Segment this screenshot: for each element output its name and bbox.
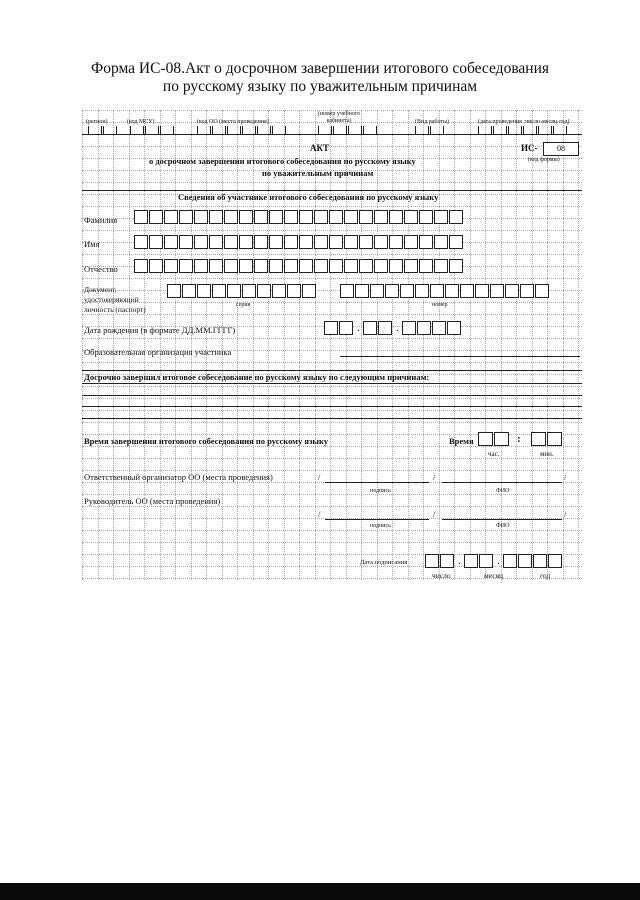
input-cell[interactable] [272,284,286,298]
code-cell[interactable] [257,126,271,135]
code-cell[interactable] [197,126,211,135]
participant-section-title: Сведения об участнике итогового собеседования по русскому языку [178,192,439,202]
code-cell[interactable] [227,126,241,135]
input-cell[interactable] [490,284,504,298]
grid-line [82,338,582,339]
birthdate-label: Дата рождения (в формате ДД.ММ.ГГГГ) [84,325,236,335]
grid-line [144,110,145,580]
input-cell[interactable] [224,259,238,273]
form-number: 08 [557,144,565,153]
input-cell[interactable] [209,235,223,249]
input-cell[interactable] [520,284,534,298]
input-cell[interactable] [339,321,353,335]
code-cell[interactable] [508,126,522,135]
grid-line [82,206,582,207]
grid-line [175,110,176,580]
head-fio-line[interactable] [442,519,562,520]
input-cell[interactable] [212,284,226,298]
grid-line [82,278,582,279]
grid-line [377,110,378,580]
act-subtitle-line1: о досрочном завершении итогового собеседования по русскому языку [149,156,416,166]
grid-line [82,530,582,531]
input-cell[interactable] [389,210,403,224]
series-caption: серия [236,302,251,308]
input-cell[interactable] [299,235,313,249]
grid-line [82,410,582,411]
minute-digit-2[interactable] [547,432,562,446]
code-cell[interactable] [212,126,226,135]
input-cell[interactable] [359,259,373,273]
input-cell[interactable] [164,210,178,224]
region-label: (регион) [86,119,108,125]
birthdate-cells[interactable] [324,321,462,335]
code-cell[interactable] [272,126,286,135]
input-cell[interactable] [302,284,316,298]
input-cell[interactable] [449,210,463,224]
input-cell[interactable] [475,284,489,298]
input-cell[interactable] [269,210,283,224]
grid-line [516,110,517,580]
grid-line [98,110,99,580]
input-cell[interactable] [419,210,433,224]
code-cell[interactable] [103,126,117,135]
input-cell[interactable] [479,554,493,568]
input-cell[interactable] [242,284,256,298]
grid-line [113,110,114,580]
input-cell[interactable] [239,259,253,273]
month-caption: месяц [484,571,504,580]
input-cell[interactable] [404,235,418,249]
hours-caption: час. [488,450,500,458]
grid-line [361,110,362,580]
document-label-line3: личность (паспорт) [84,305,146,314]
act-title: АКТ [310,143,330,153]
work-type-label: (Вид работы) [415,119,450,125]
grid-line [392,110,393,580]
input-cell[interactable] [224,210,238,224]
input-cell[interactable] [149,210,163,224]
organizer-signature-caption: подпись [370,488,391,494]
code-cell[interactable] [478,126,492,135]
input-cell[interactable] [370,284,384,298]
year-caption: год [540,571,551,580]
msu-code-label: (код МСУ) [127,119,155,125]
input-cell[interactable] [269,259,283,273]
input-cell[interactable] [445,284,459,298]
reason-line-4[interactable] [82,418,582,419]
date-label: (дата проведения :число-месяц-год) [478,119,570,125]
series-cells[interactable] [167,284,317,298]
grid-line [82,230,582,231]
grid-line [82,254,582,255]
input-cell[interactable] [518,554,532,568]
input-cell[interactable] [440,554,454,568]
input-cell[interactable] [299,259,313,273]
minute-digit-1[interactable] [531,432,546,446]
grid-line [423,110,424,580]
input-cell[interactable] [224,235,238,249]
input-cell[interactable] [284,235,298,249]
code-cell[interactable] [160,126,174,135]
code-cell[interactable] [363,126,377,135]
organizer-fio-caption: ФИО [496,488,510,494]
input-cell[interactable] [344,210,358,224]
form-title-line1: Форма ИС-08.Акт о досрочном завершении итогового собеседования [90,60,550,77]
grid-line [82,386,582,387]
time-label: Время завершения итогового собеседования по русскому языку [84,436,329,446]
reason-line-1[interactable] [82,383,582,384]
hour-digit-1[interactable] [478,432,493,446]
input-cell[interactable] [449,235,463,249]
code-cell[interactable] [318,126,332,135]
organizer-slash-1: / [318,472,321,482]
organizer-label: Ответственный организатор ОО (места проведения) [84,472,273,482]
input-cell[interactable] [134,235,148,249]
input-cell[interactable] [329,210,343,224]
input-cell[interactable] [197,284,211,298]
grid-line [454,110,455,580]
grid-line [82,458,582,459]
grid-line [485,110,486,580]
participant-section-line [82,190,582,191]
grid-line [408,110,409,580]
input-cell[interactable] [344,259,358,273]
code-cell[interactable] [430,126,444,135]
input-cell[interactable] [430,284,444,298]
date-separator: . [396,322,399,334]
head-fio-caption: ФИО [496,523,510,529]
code-cell[interactable] [523,126,537,135]
input-cell[interactable] [378,321,392,335]
input-cell[interactable] [389,259,403,273]
input-cell[interactable] [134,210,148,224]
input-cell[interactable] [324,321,338,335]
surname-cells[interactable] [134,210,464,224]
code-cell[interactable] [130,126,144,135]
grid-line [532,110,533,580]
grid-line [206,110,207,580]
org-label: Образовательная организация участника [84,347,232,357]
input-cell[interactable] [209,210,223,224]
grid-line [284,110,285,580]
input-cell[interactable] [314,235,328,249]
input-cell[interactable] [239,235,253,249]
grid-line [82,506,582,507]
form-number-box [543,142,579,156]
surname-label: Фамилия [84,215,118,225]
input-cell[interactable] [179,210,193,224]
date-separator: . [497,555,500,567]
grid-line [82,146,582,147]
input-cell[interactable] [194,235,208,249]
grid-line [346,110,347,580]
input-cell[interactable] [164,235,178,249]
input-cell[interactable] [385,284,399,298]
head-slash-1: / [318,509,321,519]
input-cell[interactable] [402,321,416,335]
grid-line [439,110,440,580]
input-cell[interactable] [434,210,448,224]
input-cell[interactable] [419,235,433,249]
organizer-slash-2: / [433,472,436,482]
input-cell[interactable] [389,235,403,249]
grid-line [82,110,83,580]
date-separator: . [458,555,461,567]
input-cell[interactable] [432,321,446,335]
sign-date-label: Дата подписания [360,559,408,566]
head-label: Руководитель ОО (места проведения) [84,496,221,506]
input-cell[interactable] [535,284,549,298]
input-cell[interactable] [329,259,343,273]
input-cell[interactable] [340,284,354,298]
head-signature-caption: подпись [370,523,391,529]
name-cells[interactable] [134,235,464,249]
patronymic-label: Отчество [84,264,118,274]
input-cell[interactable] [400,284,414,298]
grid-line [253,110,254,580]
room-number-label: (номер учебного кабинета) [317,111,361,124]
code-cell[interactable] [145,126,159,135]
input-cell[interactable] [287,284,301,298]
input-cell[interactable] [254,259,268,273]
grid-line [129,110,130,580]
input-cell[interactable] [505,284,519,298]
grid-line [160,110,161,580]
hour-digit-2[interactable] [494,432,509,446]
scan-bottom-bar [0,883,640,900]
input-cell[interactable] [254,210,268,224]
form-code-label: (код формы) [528,157,560,163]
input-cell[interactable] [548,554,562,568]
sign-date-cells[interactable] [425,554,563,568]
grid-line [82,314,582,315]
code-cell[interactable] [333,126,347,135]
input-cell[interactable] [182,284,196,298]
org-field-line[interactable] [340,356,580,357]
organizer-slash-3: / [564,472,567,482]
form-prefix: ИС- [521,143,538,153]
grid-line [191,110,192,580]
grid-line [82,182,582,183]
grid-line [82,578,582,579]
input-cell[interactable] [227,284,241,298]
grid-line [268,110,269,580]
input-cell[interactable] [164,259,178,273]
input-cell[interactable] [167,284,181,298]
code-cell[interactable] [493,126,507,135]
head-slash-3: / [564,509,567,519]
code-cell[interactable] [242,126,256,135]
input-cell[interactable] [374,235,388,249]
time-colon: : [517,433,521,445]
input-cell[interactable] [425,554,439,568]
input-cell[interactable] [359,210,373,224]
input-cell[interactable] [460,284,474,298]
grid-line [237,110,238,580]
grid-line [547,110,548,580]
reasons-title: Досрочно завершил итоговое собеседование по русскому языку по следующим причинам: [84,372,430,382]
minutes-caption: мин. [540,450,554,458]
input-cell[interactable] [419,259,433,273]
input-cell[interactable] [179,259,193,273]
grid-line [82,470,582,471]
input-cell[interactable] [417,321,431,335]
input-cell[interactable] [359,235,373,249]
input-cell[interactable] [533,554,547,568]
number-caption: номер [432,302,448,308]
code-cell[interactable] [553,126,567,135]
grid-line [222,110,223,580]
act-subtitle-line2: по уважительным причинам [262,168,374,178]
grid-line [82,422,582,423]
grid-line [470,110,471,580]
input-cell[interactable] [179,235,193,249]
grid-line [330,110,331,580]
oo-code-label: (код ОО (места проведения) [197,119,269,125]
grid-line [82,302,582,303]
input-cell[interactable] [314,259,328,273]
input-cell[interactable] [464,554,478,568]
input-cell[interactable] [284,210,298,224]
patronymic-cells[interactable] [134,259,464,273]
input-cell[interactable] [434,235,448,249]
input-cell[interactable] [344,235,358,249]
grid-line [82,398,582,399]
grid-line [82,362,582,363]
grid-line [82,542,582,543]
input-cell[interactable] [257,284,271,298]
grid-line [315,110,316,580]
code-cell[interactable] [88,126,102,135]
input-cell[interactable] [209,259,223,273]
day-caption: число [432,571,451,580]
input-cell[interactable] [284,259,298,273]
input-cell[interactable] [194,259,208,273]
input-cell[interactable] [239,210,253,224]
code-cell[interactable] [348,126,362,135]
document-label-line1: Документ, [84,285,117,294]
input-cell[interactable] [449,259,463,273]
time-word: Время [449,436,474,446]
input-cell[interactable] [374,210,388,224]
organizer-fio-line[interactable] [442,482,562,483]
input-cell[interactable] [363,321,377,335]
head-slash-2: / [433,509,436,519]
code-cell[interactable] [415,126,429,135]
input-cell[interactable] [434,259,448,273]
input-cell[interactable] [415,284,429,298]
input-cell[interactable] [299,210,313,224]
input-cell[interactable] [149,259,163,273]
input-cell[interactable] [374,259,388,273]
grid-line [82,494,582,495]
date-separator: . [357,322,360,334]
input-cell[interactable] [269,235,283,249]
input-cell[interactable] [329,235,343,249]
name-label: Имя [84,239,100,249]
input-cell[interactable] [314,210,328,224]
input-cell[interactable] [447,321,461,335]
input-cell[interactable] [149,235,163,249]
input-cell[interactable] [404,210,418,224]
input-cell[interactable] [404,259,418,273]
grid-line [299,110,300,580]
input-cell[interactable] [355,284,369,298]
passport-number-cells[interactable] [340,284,550,298]
form-title-line2: по русскому языку по уважительным причинам [162,78,478,95]
input-cell[interactable] [254,235,268,249]
reason-line-3[interactable] [82,406,582,407]
grid-line [501,110,502,580]
head-signature-line[interactable] [325,519,429,520]
input-cell[interactable] [503,554,517,568]
organizer-signature-line[interactable] [325,482,429,483]
document-label-line2: удостоверяющий [84,295,139,304]
grid-line [82,446,582,447]
input-cell[interactable] [134,259,148,273]
reasons-top-line [82,370,582,371]
grid-line [578,110,579,580]
reason-line-2[interactable] [82,395,582,396]
code-cell[interactable] [538,126,552,135]
input-cell[interactable] [194,210,208,224]
